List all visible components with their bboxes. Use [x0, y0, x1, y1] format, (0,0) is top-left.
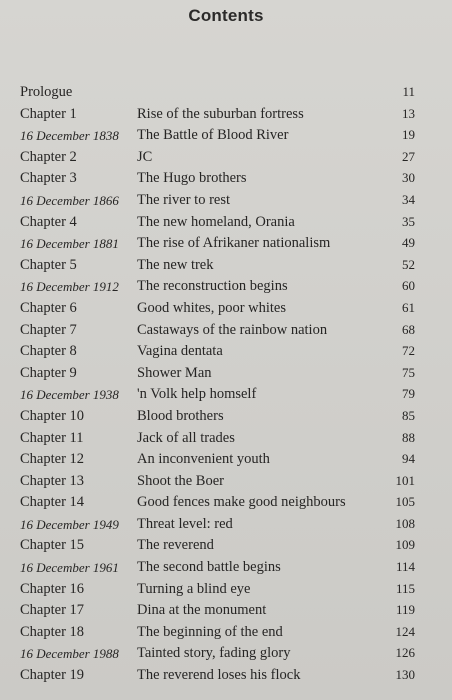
toc-entry: [0, 322, 452, 344]
toc-page-number: 124: [395, 623, 415, 639]
toc-date-label: 16 December 1961: [20, 560, 119, 576]
page-title: Contents: [188, 6, 264, 25]
toc-entry-title: 'n Volk help homself: [137, 386, 257, 403]
toc-entry: [0, 602, 452, 624]
toc-chapter-label: Chapter 2: [20, 148, 77, 165]
toc-entry: [0, 430, 452, 452]
toc-entry: [0, 473, 452, 495]
toc-chapter-label: Chapter 10: [20, 407, 85, 424]
toc-entry: [0, 645, 452, 667]
toc-entry-title: Threat level: red: [137, 515, 233, 532]
toc-chapter-label: Chapter 14: [20, 494, 85, 511]
toc-entry-title: The reverend: [137, 537, 214, 554]
toc-entry: [0, 624, 452, 646]
toc-entry-title: The new homeland, Orania: [137, 213, 295, 230]
toc-page-number: 72: [402, 343, 415, 359]
toc-entry: [0, 106, 452, 128]
toc-page-number: 11: [402, 84, 415, 99]
toc-entry: [0, 494, 452, 516]
toc-page-number: 19: [402, 127, 415, 143]
toc-entry: [0, 581, 452, 603]
toc-date-label: 16 December 1988: [20, 646, 119, 662]
toc-date-label: 16 December 1838: [20, 128, 119, 144]
toc-entry: [0, 386, 452, 408]
toc-date-label: 16 December 1938: [20, 387, 119, 403]
toc-page-number: 94: [402, 451, 415, 467]
toc-entry: [0, 408, 452, 430]
toc-entry-title: The second battle begins: [137, 559, 281, 576]
toc-entry: [0, 365, 452, 387]
toc-chapter-label: Chapter 4: [20, 213, 77, 230]
toc-chapter-label: Chapter 17: [20, 602, 85, 619]
toc-page-number: 101: [395, 472, 415, 488]
toc-page-number: 61: [402, 299, 415, 315]
toc-date-label: 16 December 1881: [20, 236, 119, 252]
toc-entry-title: Blood brothers: [137, 407, 224, 424]
toc-chapter-label: Chapter 11: [20, 429, 84, 446]
toc-entry-title: The Hugo brothers: [137, 170, 247, 187]
toc-page-number: 88: [402, 429, 415, 445]
toc-entry: [0, 235, 452, 257]
toc-date-label: 16 December 1866: [20, 192, 119, 208]
toc-page-number: 49: [402, 235, 415, 251]
toc-entry-title: An inconvenient youth: [137, 451, 270, 468]
toc-entry: [0, 451, 452, 473]
toc-entry-title: Dina at the monument: [137, 602, 267, 619]
toc-page-number: 119: [395, 602, 415, 618]
toc-chapter-label: Chapter 15: [20, 537, 85, 554]
toc-page-number: 68: [402, 321, 415, 337]
toc-page-number: 52: [402, 256, 415, 272]
toc-entry-title: The reconstruction begins: [137, 278, 288, 295]
toc-date-label: 16 December 1949: [20, 516, 119, 532]
toc-entry: [0, 257, 452, 279]
toc-entry-title: The rise of Afrikaner nationalism: [137, 235, 331, 252]
toc-entry-title: The Battle of Blood River: [137, 127, 289, 144]
toc-page-number: 85: [402, 407, 415, 423]
toc-page-number: 35: [402, 213, 415, 229]
toc-entry-title: Good whites, poor whites: [137, 299, 287, 316]
toc-chapter-label: Chapter 16: [20, 580, 85, 597]
toc-chapter-label: Chapter 7: [20, 321, 77, 338]
toc-chapter-label: Chapter 9: [20, 364, 77, 381]
toc-chapter-label: Chapter 6: [20, 299, 77, 316]
toc-entry-title: Turning a blind eye: [137, 580, 251, 597]
toc-entry: [0, 149, 452, 171]
toc-entry: [0, 516, 452, 538]
toc-entry: [0, 300, 452, 322]
toc-page-number: 79: [402, 386, 415, 402]
toc-entry-title: Jack of all trades: [137, 429, 235, 446]
toc-entry-title: The reverend loses his flock: [137, 667, 301, 684]
toc-entry-title: Rise of the suburban fortress: [137, 105, 304, 122]
toc-chapter-label: Prologue: [20, 84, 73, 100]
table-of-contents: [0, 84, 452, 689]
toc-date-label: 16 December 1912: [20, 279, 119, 295]
toc-chapter-label: Chapter 19: [20, 667, 85, 684]
toc-chapter-label: Chapter 1: [20, 105, 77, 122]
toc-entry: [0, 537, 452, 559]
toc-page-number: 114: [395, 559, 415, 575]
toc-entry: [0, 343, 452, 365]
toc-entry: [0, 667, 452, 689]
toc-page-number: 75: [402, 364, 415, 380]
toc-page-number: 115: [395, 580, 415, 596]
toc-page-number: 30: [402, 170, 415, 186]
toc-entry: [0, 84, 452, 106]
toc-entry: [0, 170, 452, 192]
toc-page-number: 27: [402, 148, 415, 164]
toc-page-number: 60: [402, 278, 415, 294]
toc-entry-title: The river to rest: [137, 191, 231, 208]
toc-entry-title: Shoot the Boer: [137, 472, 224, 489]
toc-page-number: 105: [395, 494, 415, 510]
toc-entry-title: The beginning of the end: [137, 623, 283, 640]
toc-entry-title: Tainted story, fading glory: [137, 645, 291, 662]
toc-page-number: 108: [395, 515, 415, 531]
toc-chapter-label: Chapter 8: [20, 343, 77, 360]
toc-chapter-label: Chapter 12: [20, 451, 85, 468]
toc-chapter-label: Chapter 3: [20, 170, 77, 187]
toc-page-number: 109: [395, 537, 415, 553]
toc-entry: [0, 127, 452, 149]
toc-entry-title: Castaways of the rainbow nation: [137, 321, 328, 338]
toc-chapter-label: Chapter 5: [20, 256, 77, 273]
toc-entry: [0, 214, 452, 236]
toc-page-number: 126: [395, 645, 415, 661]
toc-entry-title: Vagina dentata: [137, 343, 223, 360]
toc-page-number: 130: [395, 667, 415, 683]
toc-chapter-label: Chapter 13: [20, 472, 85, 489]
toc-entry: [0, 559, 452, 581]
toc-page-number: 13: [402, 105, 415, 121]
toc-chapter-label: Chapter 18: [20, 623, 85, 640]
toc-entry-title: Good fences make good neighbours: [137, 494, 346, 511]
toc-entry: [0, 278, 452, 300]
toc-entry-title: Shower Man: [137, 364, 212, 381]
toc-entry-title: JC: [137, 148, 153, 165]
toc-entry: [0, 192, 452, 214]
toc-entry-title: The new trek: [137, 256, 214, 273]
toc-page-number: 34: [402, 191, 415, 207]
